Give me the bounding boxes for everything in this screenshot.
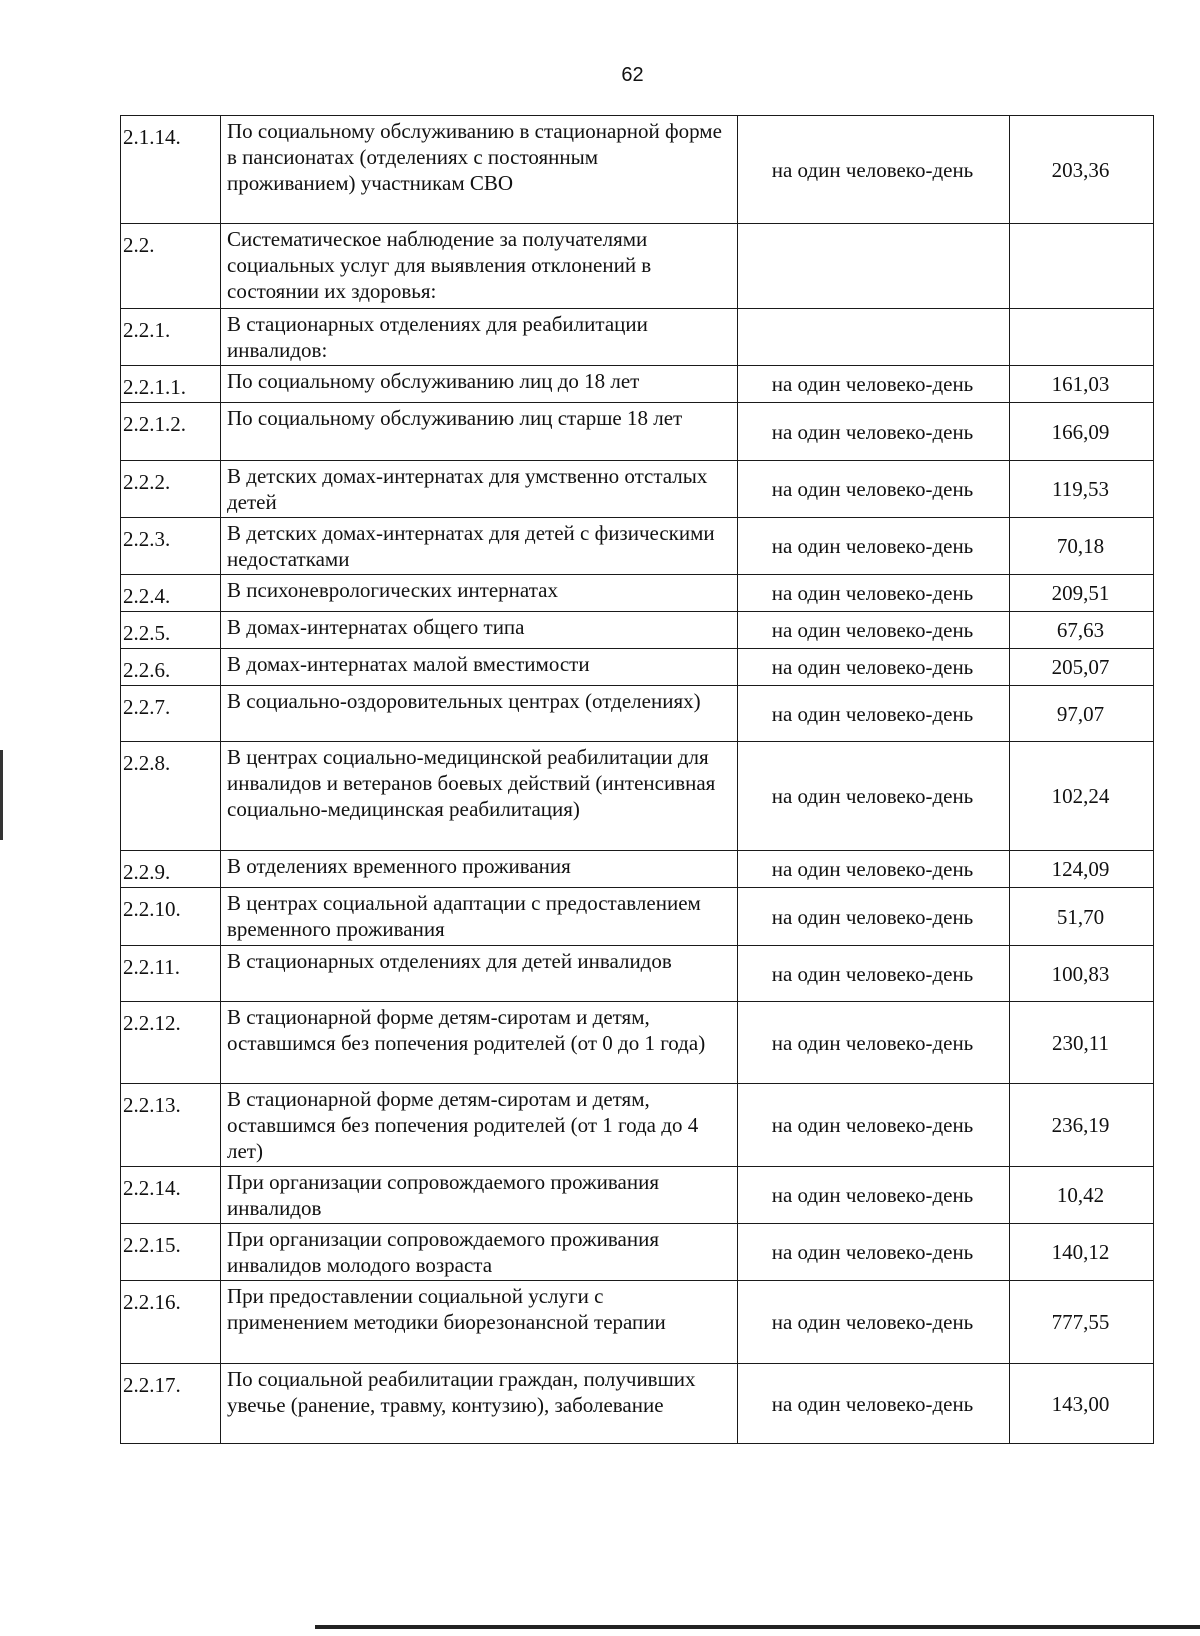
row-number: 2.2.4. [121, 575, 221, 612]
table-row [121, 1224, 1154, 1281]
row-value: 161,03 [1010, 366, 1154, 403]
table-row [121, 686, 1154, 742]
row-value: 51,70 [1010, 888, 1154, 946]
row-number: 2.2. [121, 224, 221, 309]
row-value: 119,53 [1010, 461, 1154, 518]
row-service-name: В детских домах-интернатах для умственно отсталых детей [221, 461, 738, 518]
scan-bottom-rule [315, 1625, 1200, 1629]
row-service-name: По социальной реабилитации граждан, получивших увечье (ранение, травму, контузию), заболевание [221, 1364, 738, 1444]
row-service-name: В домах-интернатах общего типа [221, 612, 738, 649]
tariff-table-body [121, 116, 1154, 1444]
row-unit: на один человеко-день [738, 1002, 1010, 1084]
row-value: 67,63 [1010, 612, 1154, 649]
row-unit: на один человеко-день [738, 366, 1010, 403]
row-unit: на один человеко-день [738, 1167, 1010, 1224]
row-number: 2.2.9. [121, 851, 221, 888]
row-value: 102,24 [1010, 742, 1154, 851]
row-service-name: При предоставлении социальной услуги с применением методики биорезонансной терапии [221, 1281, 738, 1364]
table-row [121, 1002, 1154, 1084]
row-value: 10,42 [1010, 1167, 1154, 1224]
row-unit: на один человеко-день [738, 649, 1010, 686]
row-service-name: В стационарной форме детям-сиротам и детям, оставшимся без попечения родителей (от 1 года до 4 лет) [221, 1084, 738, 1167]
table-row [121, 946, 1154, 1002]
row-unit: на один человеко-день [738, 742, 1010, 851]
table-row [121, 403, 1154, 461]
row-unit: на один человеко-день [738, 946, 1010, 1002]
row-number: 2.2.14. [121, 1167, 221, 1224]
row-service-name: В стационарной форме детям-сиротам и детям, оставшимся без попечения родителей (от 0 до 1 года) [221, 1002, 738, 1084]
row-unit: на один человеко-день [738, 1364, 1010, 1444]
table-row [121, 1281, 1154, 1364]
row-unit [738, 224, 1010, 309]
row-number: 2.2.1.1. [121, 366, 221, 403]
row-service-name: При организации сопровождаемого проживания инвалидов [221, 1167, 738, 1224]
row-number: 2.2.1. [121, 309, 221, 366]
row-number: 2.2.3. [121, 518, 221, 575]
row-service-name: В психоневрологических интернатах [221, 575, 738, 612]
row-service-name: В стационарных отделениях для детей инвалидов [221, 946, 738, 1002]
table-row [121, 116, 1154, 224]
row-service-name: По социальному обслуживанию лиц старше 18 лет [221, 403, 738, 461]
row-number: 2.2.1.2. [121, 403, 221, 461]
table-row [121, 612, 1154, 649]
row-number: 2.2.8. [121, 742, 221, 851]
row-unit: на один человеко-день [738, 1281, 1010, 1364]
table-row [121, 575, 1154, 612]
row-number: 2.2.12. [121, 1002, 221, 1084]
row-value: 100,83 [1010, 946, 1154, 1002]
row-unit: на один человеко-день [738, 518, 1010, 575]
table-row [121, 1364, 1154, 1444]
row-service-name: В социально-оздоровительных центрах (отделениях) [221, 686, 738, 742]
row-value: 203,36 [1010, 116, 1154, 224]
row-number: 2.2.6. [121, 649, 221, 686]
table-row [121, 366, 1154, 403]
row-unit [738, 309, 1010, 366]
row-unit: на один человеко-день [738, 116, 1010, 224]
table-row [121, 851, 1154, 888]
row-number: 2.2.7. [121, 686, 221, 742]
row-service-name: В стационарных отделениях для реабилитации инвалидов: [221, 309, 738, 366]
row-value [1010, 309, 1154, 366]
row-value: 140,12 [1010, 1224, 1154, 1281]
tariff-table [120, 115, 1154, 1444]
table-row [121, 649, 1154, 686]
row-number: 2.2.13. [121, 1084, 221, 1167]
row-service-name: В домах-интернатах малой вместимости [221, 649, 738, 686]
table-row [121, 461, 1154, 518]
page-number: 62 [621, 64, 644, 86]
row-unit: на один человеко-день [738, 851, 1010, 888]
table-row [121, 1167, 1154, 1224]
row-unit: на один человеко-день [738, 461, 1010, 518]
row-value: 209,51 [1010, 575, 1154, 612]
row-service-name: По социальному обслуживанию лиц до 18 лет [221, 366, 738, 403]
row-value: 236,19 [1010, 1084, 1154, 1167]
row-unit: на один человеко-день [738, 575, 1010, 612]
row-value: 166,09 [1010, 403, 1154, 461]
row-number: 2.1.14. [121, 116, 221, 224]
row-unit: на один человеко-день [738, 612, 1010, 649]
table-row [121, 309, 1154, 366]
row-value: 205,07 [1010, 649, 1154, 686]
table-row [121, 1084, 1154, 1167]
row-service-name: Систематическое наблюдение за получателями социальных услуг для выявления отклонений в состоянии их здоровья: [221, 224, 738, 309]
table-row [121, 224, 1154, 309]
row-unit: на один человеко-день [738, 403, 1010, 461]
row-number: 2.2.15. [121, 1224, 221, 1281]
table-row [121, 888, 1154, 946]
row-service-name: В центрах социальной адаптации с предоставлением временного проживания [221, 888, 738, 946]
row-service-name: По социальному обслуживанию в стационарной форме в пансионатах (отделениях с постоянным проживанием) участникам СВО [221, 116, 738, 224]
row-value [1010, 224, 1154, 309]
row-number: 2.2.10. [121, 888, 221, 946]
row-unit: на один человеко-день [738, 888, 1010, 946]
row-number: 2.2.5. [121, 612, 221, 649]
row-value: 124,09 [1010, 851, 1154, 888]
row-service-name: В центрах социально-медицинской реабилитации для инвалидов и ветеранов боевых действий (интенсивная социально-медицинская реабилитация) [221, 742, 738, 851]
scan-edge-mark [0, 750, 3, 840]
row-number: 2.2.2. [121, 461, 221, 518]
row-value: 230,11 [1010, 1002, 1154, 1084]
row-unit: на один человеко-день [738, 686, 1010, 742]
row-number: 2.2.17. [121, 1364, 221, 1444]
row-service-name: В детских домах-интернатах для детей с физическими недостатками [221, 518, 738, 575]
table-row [121, 518, 1154, 575]
row-unit: на один человеко-день [738, 1224, 1010, 1281]
row-number: 2.2.11. [121, 946, 221, 1002]
row-number: 2.2.16. [121, 1281, 221, 1364]
row-unit: на один человеко-день [738, 1084, 1010, 1167]
row-value: 143,00 [1010, 1364, 1154, 1444]
row-value: 777,55 [1010, 1281, 1154, 1364]
row-service-name: При организации сопровождаемого проживания инвалидов молодого возраста [221, 1224, 738, 1281]
row-value: 70,18 [1010, 518, 1154, 575]
row-value: 97,07 [1010, 686, 1154, 742]
row-service-name: В отделениях временного проживания [221, 851, 738, 888]
table-row [121, 742, 1154, 851]
